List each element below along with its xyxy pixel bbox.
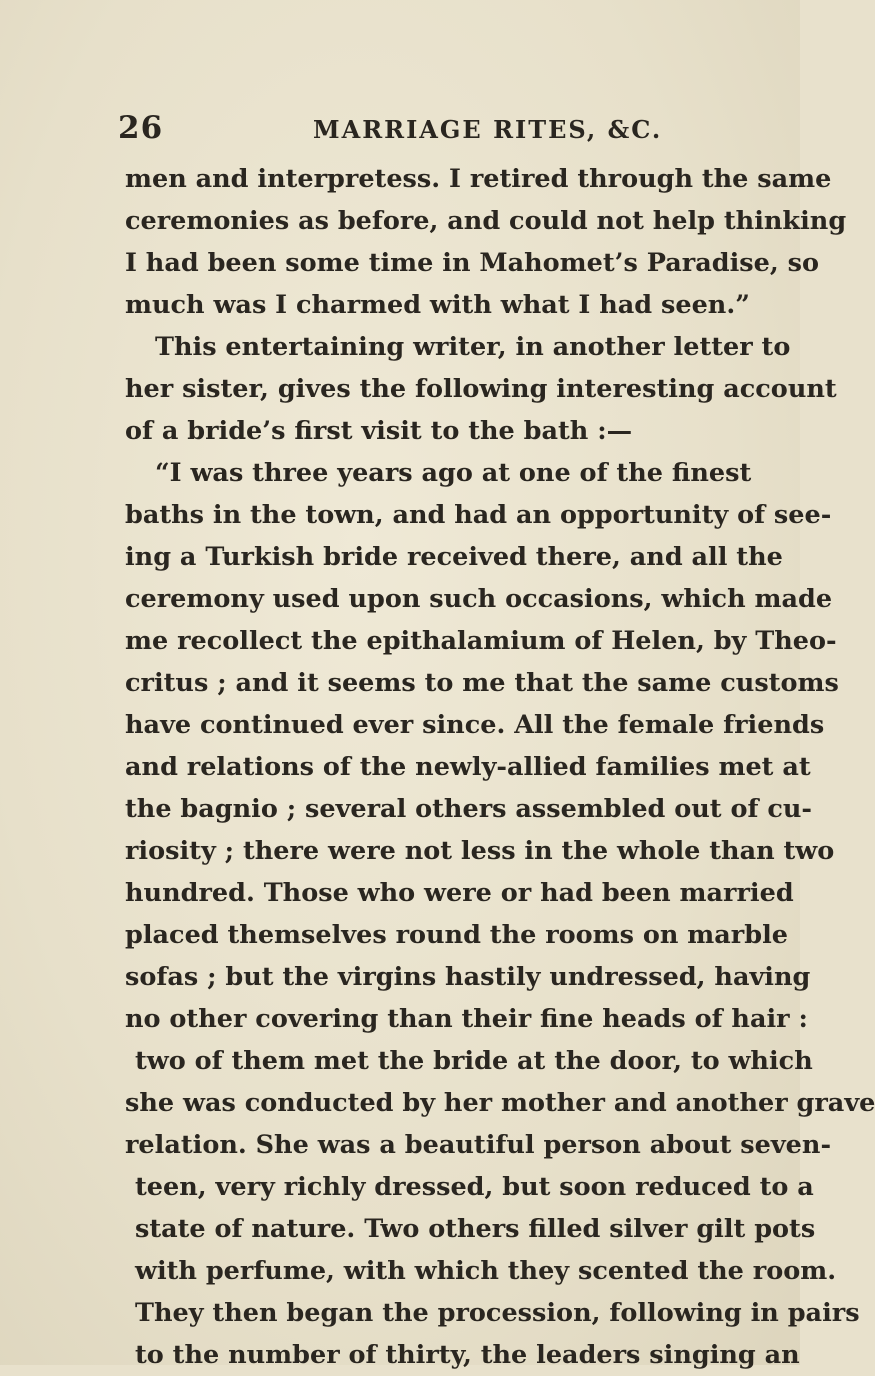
text-line: ing a Turkish bride received there, and all the: [125, 542, 783, 572]
page-header: [118, 110, 678, 150]
body-text: [115, 158, 875, 1376]
text-line: “I was three years ago at one of the finest: [155, 458, 752, 488]
text-line: ceremony used upon such occasions, which made: [125, 584, 833, 614]
text-line: no other covering than their fine heads of hair :: [125, 1004, 808, 1034]
text-line: placed themselves round the rooms on marble: [125, 920, 788, 950]
text-line: of a bride’s first visit to the bath :—: [125, 416, 633, 446]
text-line: have continued ever since. All the female friends: [125, 710, 825, 740]
text-line: This entertaining writer, in another letter to: [155, 332, 791, 362]
page-number: 26: [118, 110, 164, 146]
text-line: baths in the town, and had an opportunity of see-: [125, 500, 832, 530]
text-line: They then began the procession, following in pairs: [135, 1298, 860, 1328]
text-line: two of them met the bride at the door, to which: [135, 1046, 813, 1076]
text-line: I had been some time in Mahomet’s Paradise, so: [125, 248, 819, 278]
text-line: much was I charmed with what I had seen.”: [125, 290, 750, 320]
text-line: hundred. Those who were or had been married: [125, 878, 794, 908]
text-line: me recollect the epithalamium of Helen, by Theo-: [125, 626, 837, 656]
text-line: and relations of the newly-allied families met at: [125, 752, 811, 782]
text-line: relation. She was a beautiful person about seven-: [125, 1130, 832, 1160]
text-line: with perfume, with which they scented the room.: [135, 1256, 837, 1286]
text-line: men and interpretess. I retired through the same: [125, 164, 832, 194]
text-line: the bagnio ; several others assembled out of cu-: [125, 794, 812, 824]
text-line: she was conducted by her mother and another grave: [125, 1088, 875, 1118]
running-head: MARRIAGE RITES, &C.: [313, 115, 663, 144]
text-line: ceremonies as before, and could not help thinking: [125, 206, 847, 236]
text-line: sofas ; but the virgins hastily undressed, having: [125, 962, 811, 992]
text-line: riosity ; there were not less in the whole than two: [125, 836, 835, 866]
text-line: critus ; and it seems to me that the same customs: [125, 668, 839, 698]
text-line: teen, very richly dressed, but soon reduced to a: [135, 1172, 814, 1202]
text-line: to the number of thirty, the leaders singing an: [135, 1340, 800, 1370]
text-line: her sister, gives the following interesting account: [125, 374, 837, 404]
text-line: state of nature. Two others filled silver gilt pots: [135, 1214, 816, 1244]
